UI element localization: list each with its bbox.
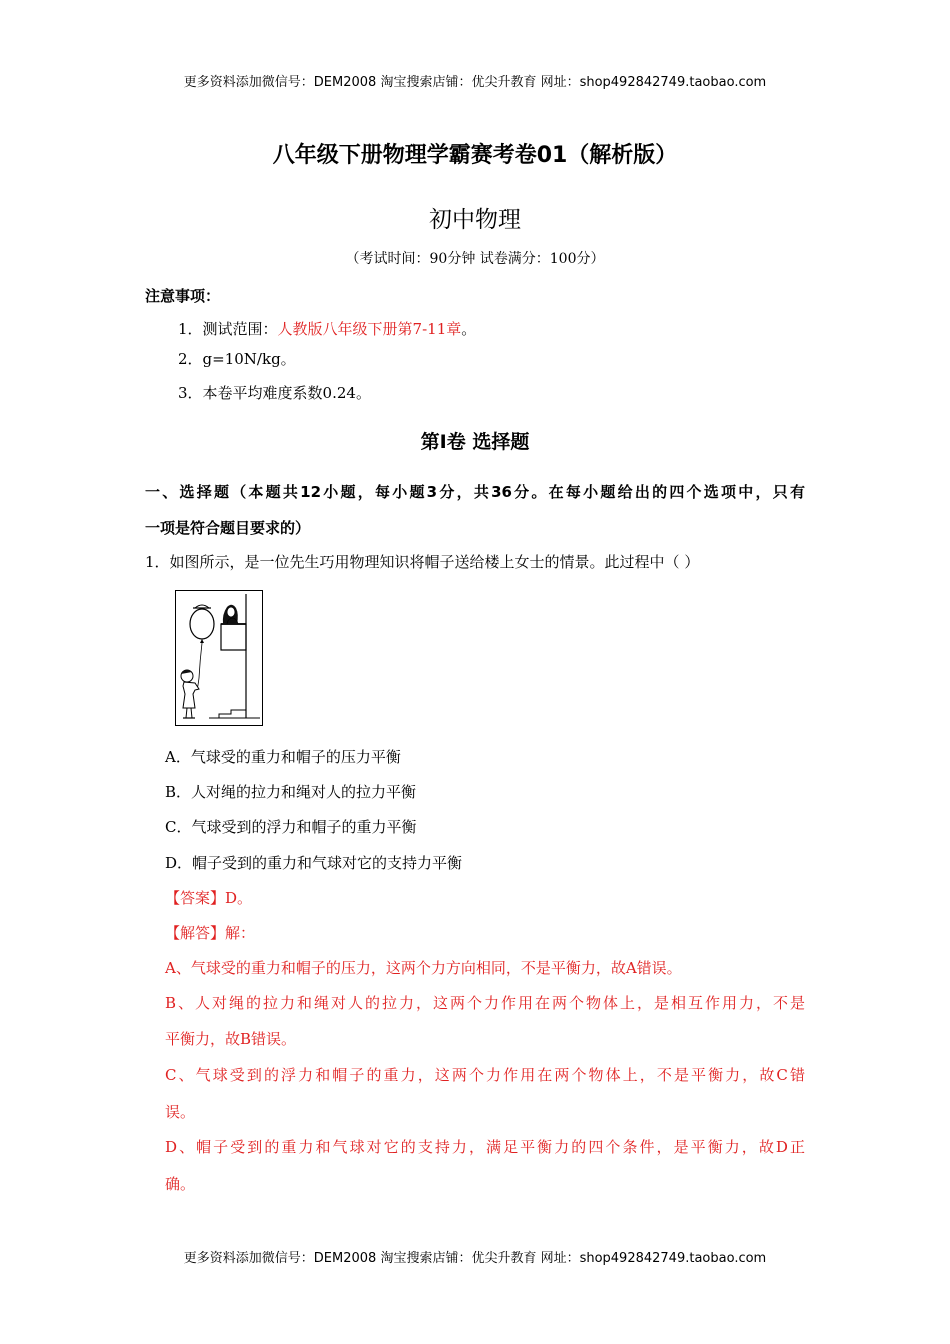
exam-time-info: （考试时间：90分钟 试卷满分：100分） <box>345 251 605 267</box>
option-c: C．气球受到的浮力和帽子的重力平衡 <box>165 818 417 836</box>
notice-item-1-prefix: 1．测试范围： <box>178 320 278 338</box>
solution-intro: 解： <box>225 924 256 942</box>
part-heading-line-1: 一、选择题（本题共12小题，每小题3分，共36分。在每小题给出的四个选项中，只有 <box>145 483 805 501</box>
notice-item-3: 3．本卷平均难度系数0.24。 <box>178 384 371 402</box>
solution-label: 【解答】 <box>165 924 226 942</box>
question-stem: 1．如图所示，是一位先生巧用物理知识将帽子送给楼上女士的情景。此过程中（ ） <box>145 553 700 571</box>
option-d: D．帽子受到的重力和气球对它的支持力平衡 <box>165 854 463 872</box>
document-subtitle: 初中物理 <box>429 207 521 233</box>
answer-label: 【答案】 <box>165 889 226 907</box>
notice-heading: 注意事项： <box>145 287 221 305</box>
answer-value: D。 <box>225 889 253 907</box>
notice-item-1 <box>178 318 476 339</box>
option-b: B．人对绳的拉力和绳对人的拉力平衡 <box>165 783 417 801</box>
solution-text-line: B、人对绳的拉力和绳对人的拉力，这两个力作用在两个物体上，是相互作用力，不是 <box>165 994 805 1012</box>
balloon-hat-illustration <box>175 590 263 726</box>
part-heading-line-2: 一项是符合题目要求的） <box>145 519 311 537</box>
page-header: 更多资料添加微信号：DEM2008 淘宝搜索店铺：优尖升教育 网址：shop492842749.taobao.com <box>183 75 767 90</box>
notice-item-1-range: 人教版八年级下册第7-11章 <box>277 320 462 338</box>
page-footer: 更多资料添加微信号：DEM2008 淘宝搜索店铺：优尖升教育 网址：shop492842749.taobao.com <box>183 1251 767 1266</box>
solution-text-line: A、气球受的重力和帽子的压力，这两个力方向相同，不是平衡力，故A错误。 <box>165 959 682 977</box>
section-title: 第Ⅰ卷 选择题 <box>420 431 530 453</box>
solution-text-line: 误。 <box>165 1103 196 1121</box>
solution-text-line: D、帽子受到的重力和气球对它的支持力，满足平衡力的四个条件，是平衡力，故D正 <box>165 1138 805 1156</box>
document-title: 八年级下册物理学霸赛考卷01（解析版） <box>272 143 678 168</box>
answer-line <box>165 887 252 908</box>
option-a: A．气球受的重力和帽子的压力平衡 <box>165 748 401 766</box>
notice-item-2: 2．g=10N/kg。 <box>178 350 296 368</box>
solution-text-line: 平衡力，故B错误。 <box>165 1030 297 1048</box>
solution-text-line: C、气球受到的浮力和帽子的重力，这两个力作用在两个物体上，不是平衡力，故C错 <box>165 1066 805 1084</box>
question-figure <box>175 590 263 726</box>
notice-item-1-suffix: 。 <box>461 320 477 338</box>
solution-line <box>165 922 255 943</box>
solution-text-line: 确。 <box>165 1175 196 1193</box>
